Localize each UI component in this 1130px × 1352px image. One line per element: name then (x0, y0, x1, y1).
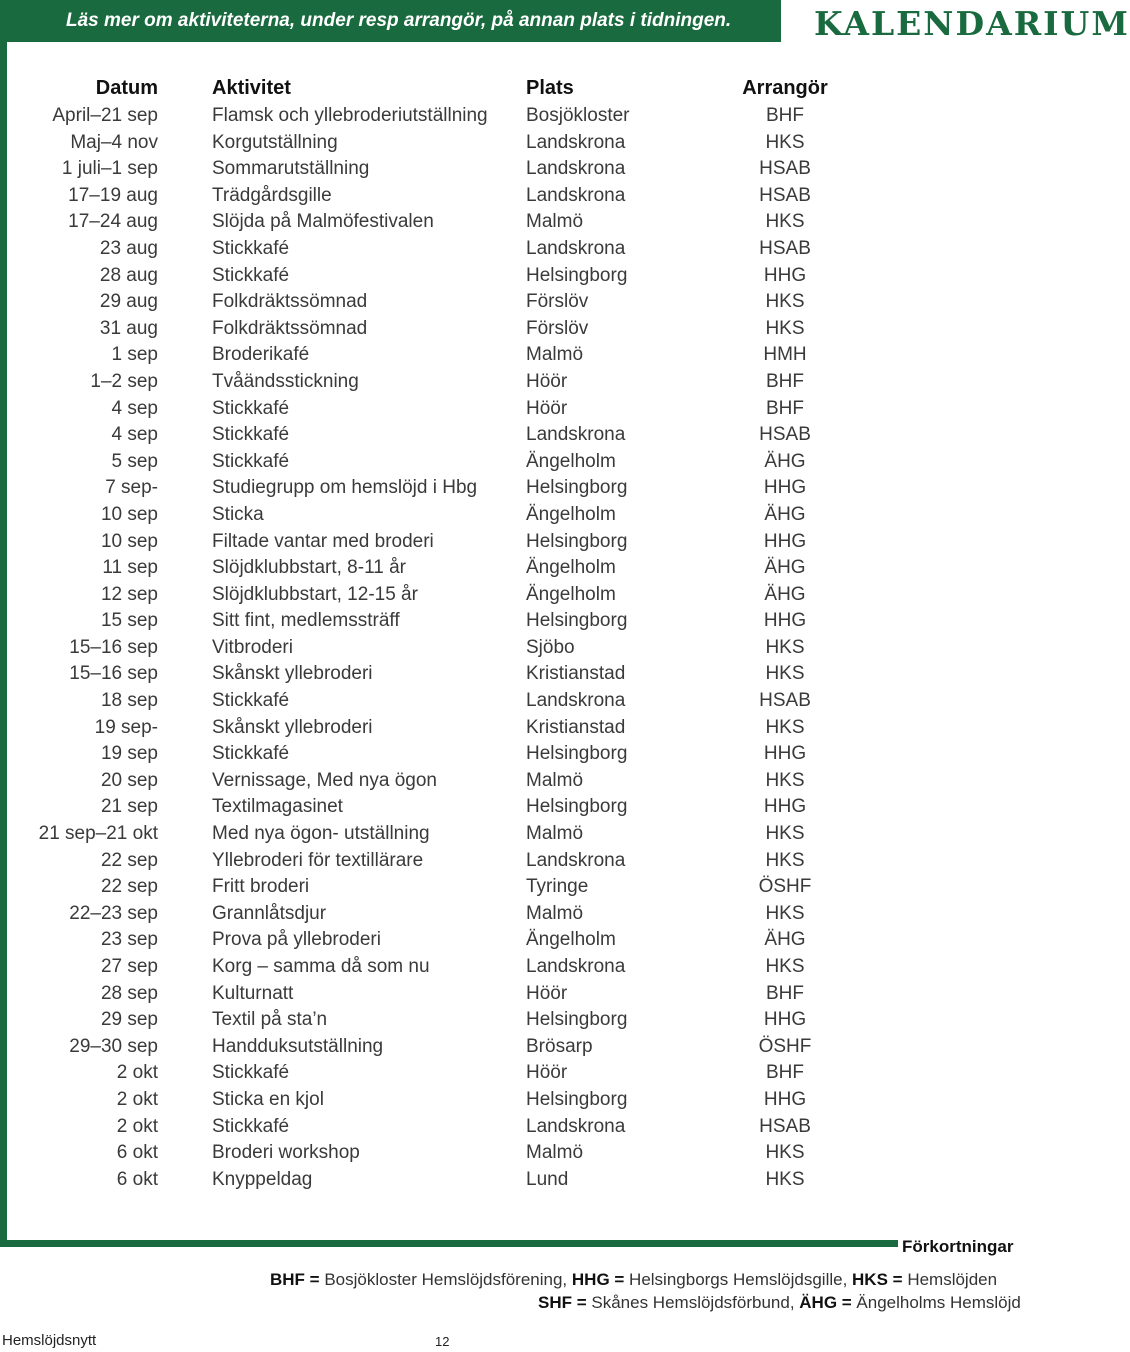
row-activity: Stickkafé (212, 743, 290, 765)
row-date: 10 sep (100, 503, 158, 525)
table-row (0, 209, 960, 236)
row-place: Landskrona (526, 849, 626, 871)
header-date: Datum (95, 77, 158, 99)
row-organizer: HKS (765, 956, 805, 977)
row-activity: Folkdräktssömnad (212, 317, 368, 339)
row-organizer: BHF (766, 370, 804, 392)
row-organizer: HHG (763, 743, 807, 765)
row-place: Ängelholm (526, 583, 616, 605)
row-activity: Textil på sta’n (212, 1009, 328, 1031)
row-activity: Stickkafé (212, 1062, 290, 1084)
row-date: 2 okt (116, 1088, 158, 1110)
row-place: Lund (526, 1168, 569, 1190)
table-header-row (0, 75, 960, 103)
calendar-table (0, 75, 960, 1193)
row-activity: Korg – samma då som nu (212, 956, 430, 977)
row-organizer: HKS (765, 823, 805, 845)
row-place: Malmö (526, 902, 584, 924)
table-row (0, 1034, 960, 1061)
row-place: Malmö (526, 1142, 584, 1164)
abbr-eq: = (837, 1293, 857, 1312)
abbr-eq: = (887, 1270, 908, 1289)
row-activity: Stickkafé (212, 237, 290, 259)
row-activity: Skånskt yllebroderi (212, 716, 373, 738)
row-activity: Broderikafé (212, 344, 310, 366)
row-organizer: HSAB (759, 424, 811, 446)
row-activity: Broderi workshop (212, 1142, 360, 1164)
row-place: Malmö (526, 211, 584, 233)
row-date: 19 sep- (94, 716, 158, 738)
row-organizer: HHG (763, 477, 807, 499)
row-activity: Fritt broderi (212, 876, 310, 898)
table-row (0, 741, 960, 768)
row-date: 15–16 sep (69, 636, 158, 658)
row-date: April–21 sep (52, 105, 158, 126)
table-row (0, 316, 960, 343)
row-date: 7 sep- (105, 477, 158, 499)
row-date: 23 sep (100, 929, 158, 951)
row-activity: Stickkafé (212, 1115, 290, 1137)
abbr-bhf-full: Bosjökloster Hemslöjdsförening, (324, 1270, 572, 1289)
header-organizer: Arrangör (742, 77, 828, 99)
row-place: Helsingborg (526, 796, 628, 818)
row-activity: Tvåändsstickning (212, 370, 359, 392)
abbr-hhg-full: Helsingborgs Hemslöjdsgille, (629, 1270, 853, 1289)
row-organizer: HKS (765, 211, 805, 233)
row-activity: Stickkafé (212, 397, 290, 419)
row-place: Helsingborg (526, 530, 628, 552)
row-place: Ängelholm (526, 450, 616, 472)
row-place: Landskrona (526, 424, 626, 446)
row-organizer: HHG (763, 796, 807, 818)
abbreviations-title: Förkortningar (902, 1237, 1014, 1256)
row-date: 21 sep–21 okt (38, 823, 158, 845)
frame-bottom-border (0, 1240, 898, 1247)
table-row (0, 608, 960, 635)
row-date: 1–2 sep (90, 370, 158, 392)
row-place: Bosjökloster (526, 105, 630, 126)
row-date: 29–30 sep (69, 1035, 158, 1057)
row-date: 28 aug (99, 264, 158, 286)
row-place: Helsingborg (526, 1009, 628, 1031)
row-organizer: HKS (765, 1142, 805, 1164)
row-activity: Grannlåtsdjur (212, 902, 327, 924)
row-date: 20 sep (100, 769, 158, 791)
row-date: 4 sep (111, 424, 158, 446)
row-place: Helsingborg (526, 610, 628, 632)
publication-name: Hemslöjdsnytt (2, 1332, 97, 1349)
row-date: 22–23 sep (69, 902, 158, 924)
row-date: 12 sep (100, 583, 158, 605)
table-row (0, 635, 960, 662)
row-activity: Korgutställning (212, 131, 338, 153)
table-row (0, 901, 960, 928)
row-organizer: HMH (763, 344, 807, 366)
abbr-ahg: ÄHG (799, 1293, 838, 1312)
row-organizer: HHG (763, 610, 807, 632)
row-activity: Prova på yllebroderi (212, 929, 381, 951)
row-activity: Filtade vantar med broderi (212, 530, 434, 552)
table-row (0, 1060, 960, 1087)
table-row (0, 289, 960, 316)
row-date: 17–19 aug (68, 184, 158, 206)
row-place: Landskrona (526, 690, 626, 712)
header-banner (0, 0, 781, 42)
row-place: Malmö (526, 344, 584, 366)
row-organizer: HHG (763, 1009, 807, 1031)
row-date: 5 sep (111, 450, 158, 472)
row-place: Landskrona (526, 956, 626, 977)
row-date: 27 sep (100, 956, 158, 977)
row-organizer: HSAB (759, 237, 811, 259)
row-organizer: HKS (765, 716, 805, 738)
table-row (0, 1114, 960, 1141)
table-row (0, 156, 960, 183)
abbr-hks-full: Hemslöjden (907, 1270, 998, 1289)
row-organizer: HKS (765, 317, 805, 339)
row-activity: Skånskt yllebroderi (212, 663, 373, 685)
row-date: 31 aug (99, 317, 158, 339)
page-number: 12 (435, 1334, 450, 1349)
row-organizer: HKS (765, 291, 805, 313)
row-activity: Vernissage, Med nya ögon (212, 769, 437, 791)
row-activity: Stickkafé (212, 450, 290, 472)
row-date: 21 sep (100, 796, 158, 818)
row-date: 15–16 sep (69, 663, 158, 685)
table-row (0, 1140, 960, 1167)
row-place: Landskrona (526, 184, 626, 206)
abbr-hks: HKS (852, 1270, 888, 1289)
row-organizer: HHG (763, 530, 807, 552)
row-place: Ängelholm (526, 929, 616, 951)
row-place: Tyringe (526, 876, 589, 898)
row-date: 17–24 aug (68, 211, 158, 233)
row-place: Höör (526, 1062, 568, 1084)
row-place: Ängelholm (526, 503, 616, 525)
row-place: Landskrona (526, 158, 626, 180)
row-organizer: HHG (763, 1088, 807, 1110)
row-activity: Slöjdklubbstart, 8-11 år (212, 557, 406, 579)
table-row (0, 688, 960, 715)
row-activity: Vitbroderi (212, 636, 293, 658)
abbr-hhg: HHG (571, 1270, 610, 1289)
row-organizer: HKS (765, 902, 805, 924)
row-organizer: HKS (765, 849, 805, 871)
row-date: 4 sep (111, 397, 158, 419)
row-place: Sjöbo (526, 636, 575, 658)
row-place: Helsingborg (526, 743, 628, 765)
table-row (0, 236, 960, 263)
row-organizer: ÖSHF (758, 876, 812, 898)
row-date: 11 sep (102, 557, 158, 579)
row-organizer: HKS (765, 1168, 805, 1190)
row-place: Förslöv (526, 317, 589, 339)
row-place: Höör (526, 370, 568, 392)
banner-text: Läs mer om aktiviteterna, under resp arrangör, på annan plats i tidningen. (66, 10, 732, 31)
row-place: Förslöv (526, 291, 589, 313)
row-activity: Flamsk och yllebroderiutställning (212, 105, 488, 126)
abbr-shf-full: Skånes Hemslöjdsförbund, (591, 1293, 800, 1312)
row-organizer: HSAB (759, 158, 811, 180)
table-row (0, 768, 960, 795)
table-row (0, 422, 960, 449)
abbr-eq: = (609, 1270, 630, 1289)
row-date: 18 sep (100, 690, 158, 712)
row-date: 1 juli–1 sep (61, 158, 158, 180)
header-place: Plats (526, 77, 574, 99)
row-activity: Sommarutställning (212, 158, 370, 180)
section-title: KALENDARIUM (814, 4, 1130, 43)
row-organizer: HKS (765, 663, 805, 685)
table-row (0, 582, 960, 609)
row-activity: Stickkafé (212, 690, 290, 712)
row-place: Kristianstad (526, 716, 626, 738)
abbr-shf: SHF (538, 1293, 572, 1312)
row-activity: Slöjda på Malmöfestivalen (212, 211, 434, 233)
row-place: Kristianstad (526, 663, 626, 685)
row-date: 23 aug (99, 237, 158, 259)
row-place: Landskrona (526, 237, 626, 259)
row-activity: Stickkafé (212, 264, 290, 286)
row-activity: Knyppeldag (212, 1168, 313, 1190)
row-organizer: HHG (763, 264, 807, 286)
row-activity: Kulturnatt (212, 982, 294, 1004)
row-activity: Yllebroderi för textillärare (212, 849, 424, 871)
table-row (0, 529, 960, 556)
abbr-eq: = (304, 1270, 325, 1289)
row-place: Helsingborg (526, 264, 628, 286)
row-date: 22 sep (100, 876, 158, 898)
abbreviations-line-2 (0, 1293, 1021, 1313)
row-place: Helsingborg (526, 477, 628, 499)
row-place: Höör (526, 397, 568, 419)
row-place: Brösarp (526, 1035, 593, 1057)
row-activity: Handduksutställning (212, 1035, 384, 1057)
header-activity: Aktivitet (212, 77, 291, 99)
table-row (0, 874, 960, 901)
table-row (0, 848, 960, 875)
row-organizer: ÖSHF (758, 1035, 812, 1057)
row-place: Malmö (526, 823, 584, 845)
row-organizer: BHF (766, 397, 804, 419)
table-row (0, 263, 960, 290)
row-activity: Med nya ögon- utställning (212, 823, 430, 845)
table-row (0, 555, 960, 582)
table-row (0, 183, 960, 210)
abbr-ahg-full: Ängelholms Hemslöjd (856, 1293, 1021, 1312)
row-date: 1 sep (111, 344, 158, 366)
row-date: 10 sep (100, 530, 158, 552)
table-row (0, 475, 960, 502)
row-date: 15 sep (100, 610, 158, 632)
table-row (0, 927, 960, 954)
row-organizer: ÄHG (764, 583, 806, 605)
row-organizer: ÄHG (764, 503, 806, 525)
row-place: Höör (526, 982, 568, 1004)
row-date: 6 okt (116, 1142, 158, 1164)
row-place: Landskrona (526, 1115, 626, 1137)
abbr-eq: = (572, 1293, 592, 1312)
row-date: Maj–4 nov (70, 131, 158, 153)
row-date: 29 sep (100, 1009, 158, 1031)
row-activity: Folkdräktssömnad (212, 291, 368, 313)
row-activity: Textilmagasinet (212, 796, 343, 818)
row-organizer: HKS (765, 131, 805, 153)
row-organizer: ÄHG (764, 929, 806, 951)
table-row (0, 1007, 960, 1034)
row-date: 2 okt (116, 1115, 158, 1137)
row-organizer: BHF (766, 982, 804, 1004)
row-place: Helsingborg (526, 1088, 628, 1110)
row-place: Ängelholm (526, 557, 616, 579)
table-row (0, 821, 960, 848)
table-body (0, 103, 960, 1193)
table-row (0, 449, 960, 476)
row-activity: Slöjdklubbstart, 12-15 år (212, 583, 418, 605)
table-row (0, 342, 960, 369)
table-row (0, 1167, 960, 1194)
table-row (0, 661, 960, 688)
row-organizer: HSAB (759, 184, 811, 206)
row-place: Landskrona (526, 131, 626, 153)
table-row (0, 369, 960, 396)
row-activity: Studiegrupp om hemslöjd i Hbg (212, 477, 478, 499)
row-date: 19 sep (100, 743, 158, 765)
table-row (0, 103, 960, 130)
row-organizer: HKS (765, 769, 805, 791)
row-date: 29 aug (99, 291, 158, 313)
row-organizer: HSAB (759, 1115, 811, 1137)
table-row (0, 396, 960, 423)
table-row (0, 715, 960, 742)
row-organizer: ÄHG (764, 450, 806, 472)
row-organizer: HKS (765, 636, 805, 658)
row-date: 22 sep (100, 849, 158, 871)
row-activity: Sitt fint, medlemssträff (212, 610, 400, 632)
row-organizer: ÄHG (764, 557, 806, 579)
row-date: 28 sep (100, 982, 158, 1004)
table-row (0, 1087, 960, 1114)
table-row (0, 502, 960, 529)
row-activity: Stickkafé (212, 424, 290, 446)
row-organizer: BHF (766, 1062, 804, 1084)
abbr-bhf: BHF (270, 1270, 305, 1289)
table-row (0, 981, 960, 1008)
row-activity: Sticka en kjol (212, 1088, 324, 1110)
row-organizer: HSAB (759, 690, 811, 712)
row-activity: Trädgårdsgille (212, 184, 332, 206)
table-row (0, 954, 960, 981)
row-activity: Sticka (212, 503, 264, 525)
abbreviations-line-1 (0, 1270, 998, 1290)
row-date: 6 okt (116, 1168, 158, 1190)
row-place: Malmö (526, 769, 584, 791)
table-row (0, 130, 960, 157)
row-organizer: BHF (766, 105, 804, 126)
table-row (0, 794, 960, 821)
row-date: 2 okt (116, 1062, 158, 1084)
